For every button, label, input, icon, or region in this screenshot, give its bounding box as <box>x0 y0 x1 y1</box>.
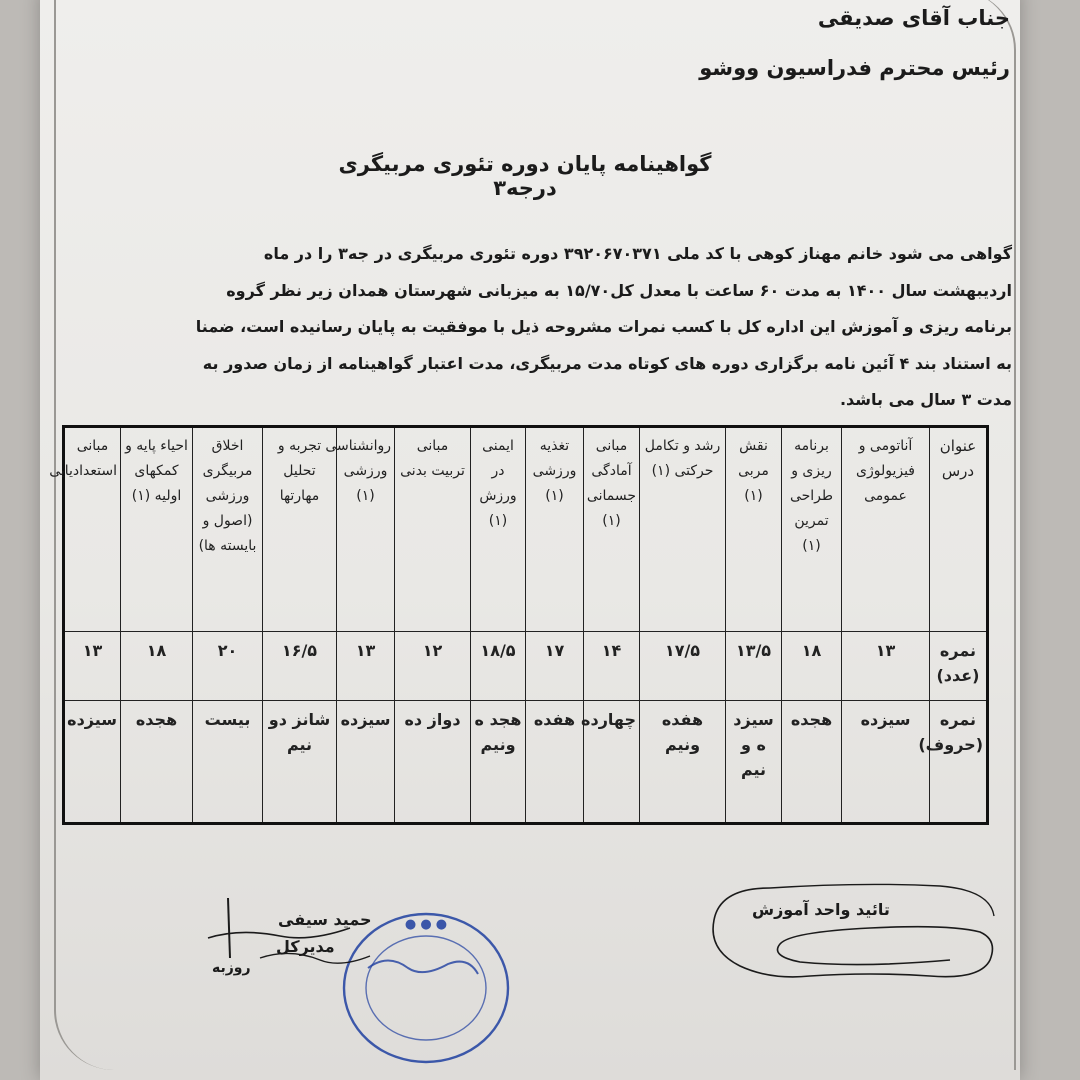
score-cell: ۱۲ <box>395 632 471 701</box>
course-cell: برنامه ریزی و طراحی تمرین (۱) <box>782 427 842 632</box>
course-cell: تغذیه ورزشی (۱) <box>526 427 584 632</box>
score-cell: ۱۸ <box>782 632 842 701</box>
score-cell: ۱۴ <box>584 632 640 701</box>
signer-title: مدیرکل <box>276 937 335 956</box>
words-cell: هجد ه ونیم <box>471 701 526 824</box>
score-cell: ۱۳/۵ <box>726 632 782 701</box>
signer-name: حمید سیفی <box>278 910 372 929</box>
words-cell: سیزده <box>64 701 121 824</box>
score-cell: ۱۸ <box>121 632 193 701</box>
score-cell: ۱۸/۵ <box>471 632 526 701</box>
course-cell: مبانی استعدادیابی <box>64 427 121 632</box>
body-line: گواهی می شود خانم مهناز کوهی با کد ملی ۳۹۲۰۶۷۰۳۷۱ دوره تئوری مربیگری در جه۳ را در ماه <box>263 244 1012 263</box>
course-cell: روانشناسی ورزشی (۱) <box>337 427 395 632</box>
addressee-title: رئیس محترم فدراسیون ووشو <box>699 56 1010 80</box>
words-cell: سیزده <box>842 701 930 824</box>
approval-stamp-outline <box>700 880 1000 1000</box>
document-title: گواهینامه پایان دوره تئوری مربیگری درجه۳ <box>338 152 712 200</box>
course-cell: اخلاق مربیگری ورزشی (اصول و بایسته ها) <box>193 427 263 632</box>
words-cell: سیزده <box>337 701 395 824</box>
course-cell: مبانی آمادگی جسمانی (۱) <box>584 427 640 632</box>
row-header-course: عنوان درس <box>930 427 988 632</box>
words-cell: هجده <box>121 701 193 824</box>
body-line: اردیبهشت سال ۱۴۰۰ به مدت ۶۰ ساعت با معدل کل۱۵/۷۰ به میزبانی شهرستان همدان زیر نظر گروه <box>226 280 1012 300</box>
score-cell: ۱۶/۵ <box>263 632 337 701</box>
words-cell: شانز دو نیم <box>263 701 337 824</box>
signature-extra-word: روزبه <box>212 960 251 976</box>
certificate-body <box>182 236 1012 419</box>
body-line: به استناد بند ۴ آئین نامه برگزاری دوره های کوتاه مدت مربیگری، مدت اعتبار گواهینامه از زمان صدور به <box>202 353 1012 373</box>
course-row <box>64 427 988 632</box>
words-cell: دواز ده <box>395 701 471 824</box>
addressee: جناب آقای صدیقی <box>817 6 1010 30</box>
score-cell: ۱۳ <box>337 632 395 701</box>
course-cell: مبانی تربیت بدنی <box>395 427 471 632</box>
row-header-score-words: نمره (حروف) <box>930 701 988 824</box>
score-cell: ۲۰ <box>193 632 263 701</box>
course-cell: آناتومی و فیزیولوژی عمومی <box>842 427 930 632</box>
course-cell: ایمنی در ورزش (۱) <box>471 427 526 632</box>
score-number-row <box>64 632 988 701</box>
words-cell: بیست <box>193 701 263 824</box>
words-cell: هفده <box>526 701 584 824</box>
body-line: مدت ۳ سال می باشد. <box>839 390 1012 409</box>
words-cell: هجده <box>782 701 842 824</box>
score-cell: ۱۷/۵ <box>640 632 726 701</box>
score-cell: ۱۳ <box>64 632 121 701</box>
words-cell: سیزد ه و نیم <box>726 701 782 824</box>
course-cell: رشد و تکامل حرکتی (۱) <box>640 427 726 632</box>
svg-text:● ● ●: ● ● ● <box>404 917 448 932</box>
words-cell: هفده ونیم <box>640 701 726 824</box>
score-cell: ۱۷ <box>526 632 584 701</box>
grades-table <box>49 425 989 825</box>
course-cell: احیاء پایه و کمکهای اولیه (۱) <box>121 427 193 632</box>
score-cell: ۱۳ <box>842 632 930 701</box>
approval-stamp-label: تائید واحد آموزش <box>752 900 890 919</box>
course-cell: نقش مربی (۱) <box>726 427 782 632</box>
row-header-score-number: نمره (عدد) <box>930 632 988 701</box>
course-cell: تجربه و تحلیل مهارتها <box>263 427 337 632</box>
body-line: برنامه ریزی و آموزش این اداره کل با کسب نمرات مشروحه ذیل با موفقیت به پایان رسانیده است، ضمنا <box>195 317 1012 336</box>
words-cell: چهارده <box>584 701 640 824</box>
score-words-row <box>64 701 988 824</box>
